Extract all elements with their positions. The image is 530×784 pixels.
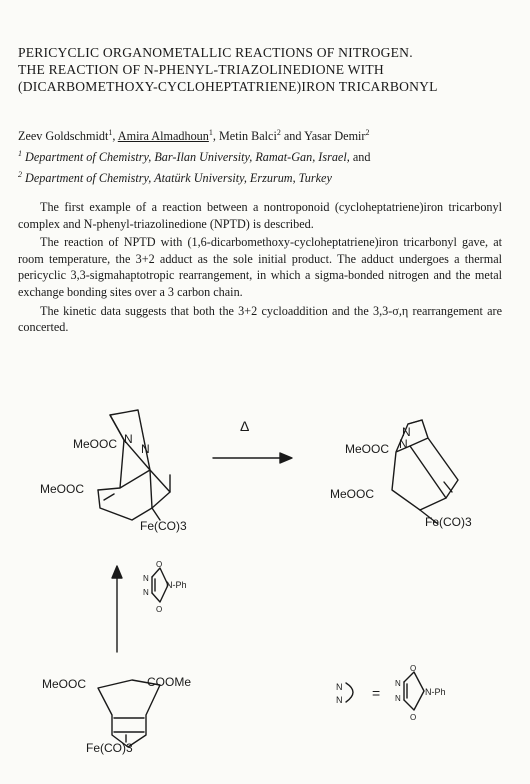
affiliation-text: Department of Chemistry, Atatürk University, Erzurum, Turkey — [25, 171, 332, 186]
start-ester-left: MeOOC — [42, 677, 87, 691]
adduct-ester-top: MeOOC — [73, 437, 118, 451]
legend-nitrogen-a: N — [395, 679, 401, 688]
affiliation-2 — [18, 166, 518, 187]
author-name: Yasar Demir — [304, 129, 366, 144]
affiliation-1 — [18, 145, 518, 166]
legend-nitrogen-bottom: N — [336, 695, 343, 705]
author-name: Zeev Goldschmidt — [18, 129, 109, 144]
adduct-ester-bottom: MeOOC — [40, 482, 85, 496]
legend-oxygen-bottom: O — [410, 713, 417, 722]
start-ester-right: COOMe — [147, 675, 192, 689]
legend-oxygen-top: O — [410, 664, 417, 673]
abstract-paragraph: The reaction of NPTD with (1,6-dicarbomethoxy-cycloheptatriene)iron tricarbonyl gave, at room temperature, the 3+2 adduct as the sole initial product. The adduct undergoes a thermal pericyclic 3,3-sigmahaptotropic rearrangement, in which a sigma-bonded nitrogen and the metal exchange bonding sites over a 3 carbon chain. — [18, 235, 502, 299]
author-superscript: 1 — [208, 128, 213, 137]
affiliation-number: 2 — [18, 170, 22, 180]
title-line-1: PERICYCLIC ORGANOMETALLIC REACTIONS OF NITROGEN. — [18, 45, 413, 60]
rearranged-ester-top: MeOOC — [345, 442, 390, 456]
rearranged-iron-carbonyl: Fe(CO)3 — [425, 515, 472, 529]
affiliation-conjunction: and — [352, 150, 371, 165]
rearranged-nitrogen-1: N — [402, 425, 411, 439]
author-name: Metin Balci — [218, 129, 277, 144]
addition-arrow — [112, 566, 122, 652]
title-line-2: THE REACTION OF N-PHENYL-TRIAZOLINEDIONE WITH — [18, 62, 384, 77]
author-name: Amira Almadhoun — [117, 129, 209, 144]
reagent-oxygen-top: O — [156, 560, 163, 569]
abstract-paragraph: The kinetic data suggests that both the 3+2 cycloaddition and the 3,3-σ,η rearrangement are concerted. — [18, 303, 502, 335]
heat-arrow — [213, 418, 292, 463]
author-block — [18, 124, 518, 187]
author-conjunction: and — [283, 129, 302, 144]
adduct-nitrogen-1: N — [124, 432, 133, 446]
paper-title — [18, 44, 518, 95]
reaction-scheme — [0, 380, 530, 780]
author-separator: , — [212, 129, 216, 144]
reagent-nitrogen-1: N — [143, 574, 149, 583]
adduct-nitrogen-2: N — [141, 442, 150, 456]
rearranged-nitrogen-2: N — [399, 437, 408, 451]
author-list — [18, 124, 518, 145]
adduct-structure — [40, 410, 187, 533]
reagent-phenyl-nitrogen: N-Ph — [166, 580, 187, 590]
adduct-iron-carbonyl: Fe(CO)3 — [140, 519, 187, 533]
affiliation-text: Department of Chemistry, Bar-Ilan University, Ramat-Gan, Israel, — [25, 150, 350, 165]
legend-phenyl-nitrogen: N-Ph — [425, 687, 446, 697]
rearranged-ester-bottom: MeOOC — [330, 487, 375, 501]
author-separator: , — [112, 129, 116, 144]
rearranged-structure — [330, 420, 472, 529]
author-superscript: 2 — [365, 128, 370, 137]
legend-nitrogen-b: N — [395, 694, 401, 703]
abstract — [18, 199, 502, 338]
affiliation-number: 1 — [18, 149, 22, 159]
abstract-paragraph: The first example of a reaction between a nontroponoid (cycloheptatriene)iron tricarbonyl complex and N-phenyl-triazolinedione (NPTD) is described. — [18, 200, 502, 231]
start-iron-carbonyl: Fe(CO)3 — [86, 741, 133, 755]
nptd-reagent-structure — [143, 560, 187, 614]
legend-nitrogen-top: N — [336, 682, 343, 692]
author-superscript: 1 — [108, 128, 113, 137]
reagent-oxygen-bottom: O — [156, 605, 163, 614]
starting-complex-structure — [42, 675, 191, 755]
heat-symbol: Δ — [240, 418, 250, 434]
reagent-nitrogen-2: N — [143, 588, 149, 597]
notation-legend — [336, 664, 446, 722]
legend-equals: = — [372, 685, 381, 701]
author-superscript: 2 — [276, 128, 281, 137]
title-line-3: (DICARBOMETHOXY-CYCLOHEPTATRIENE)IRON TRICARBONYL — [18, 79, 438, 94]
